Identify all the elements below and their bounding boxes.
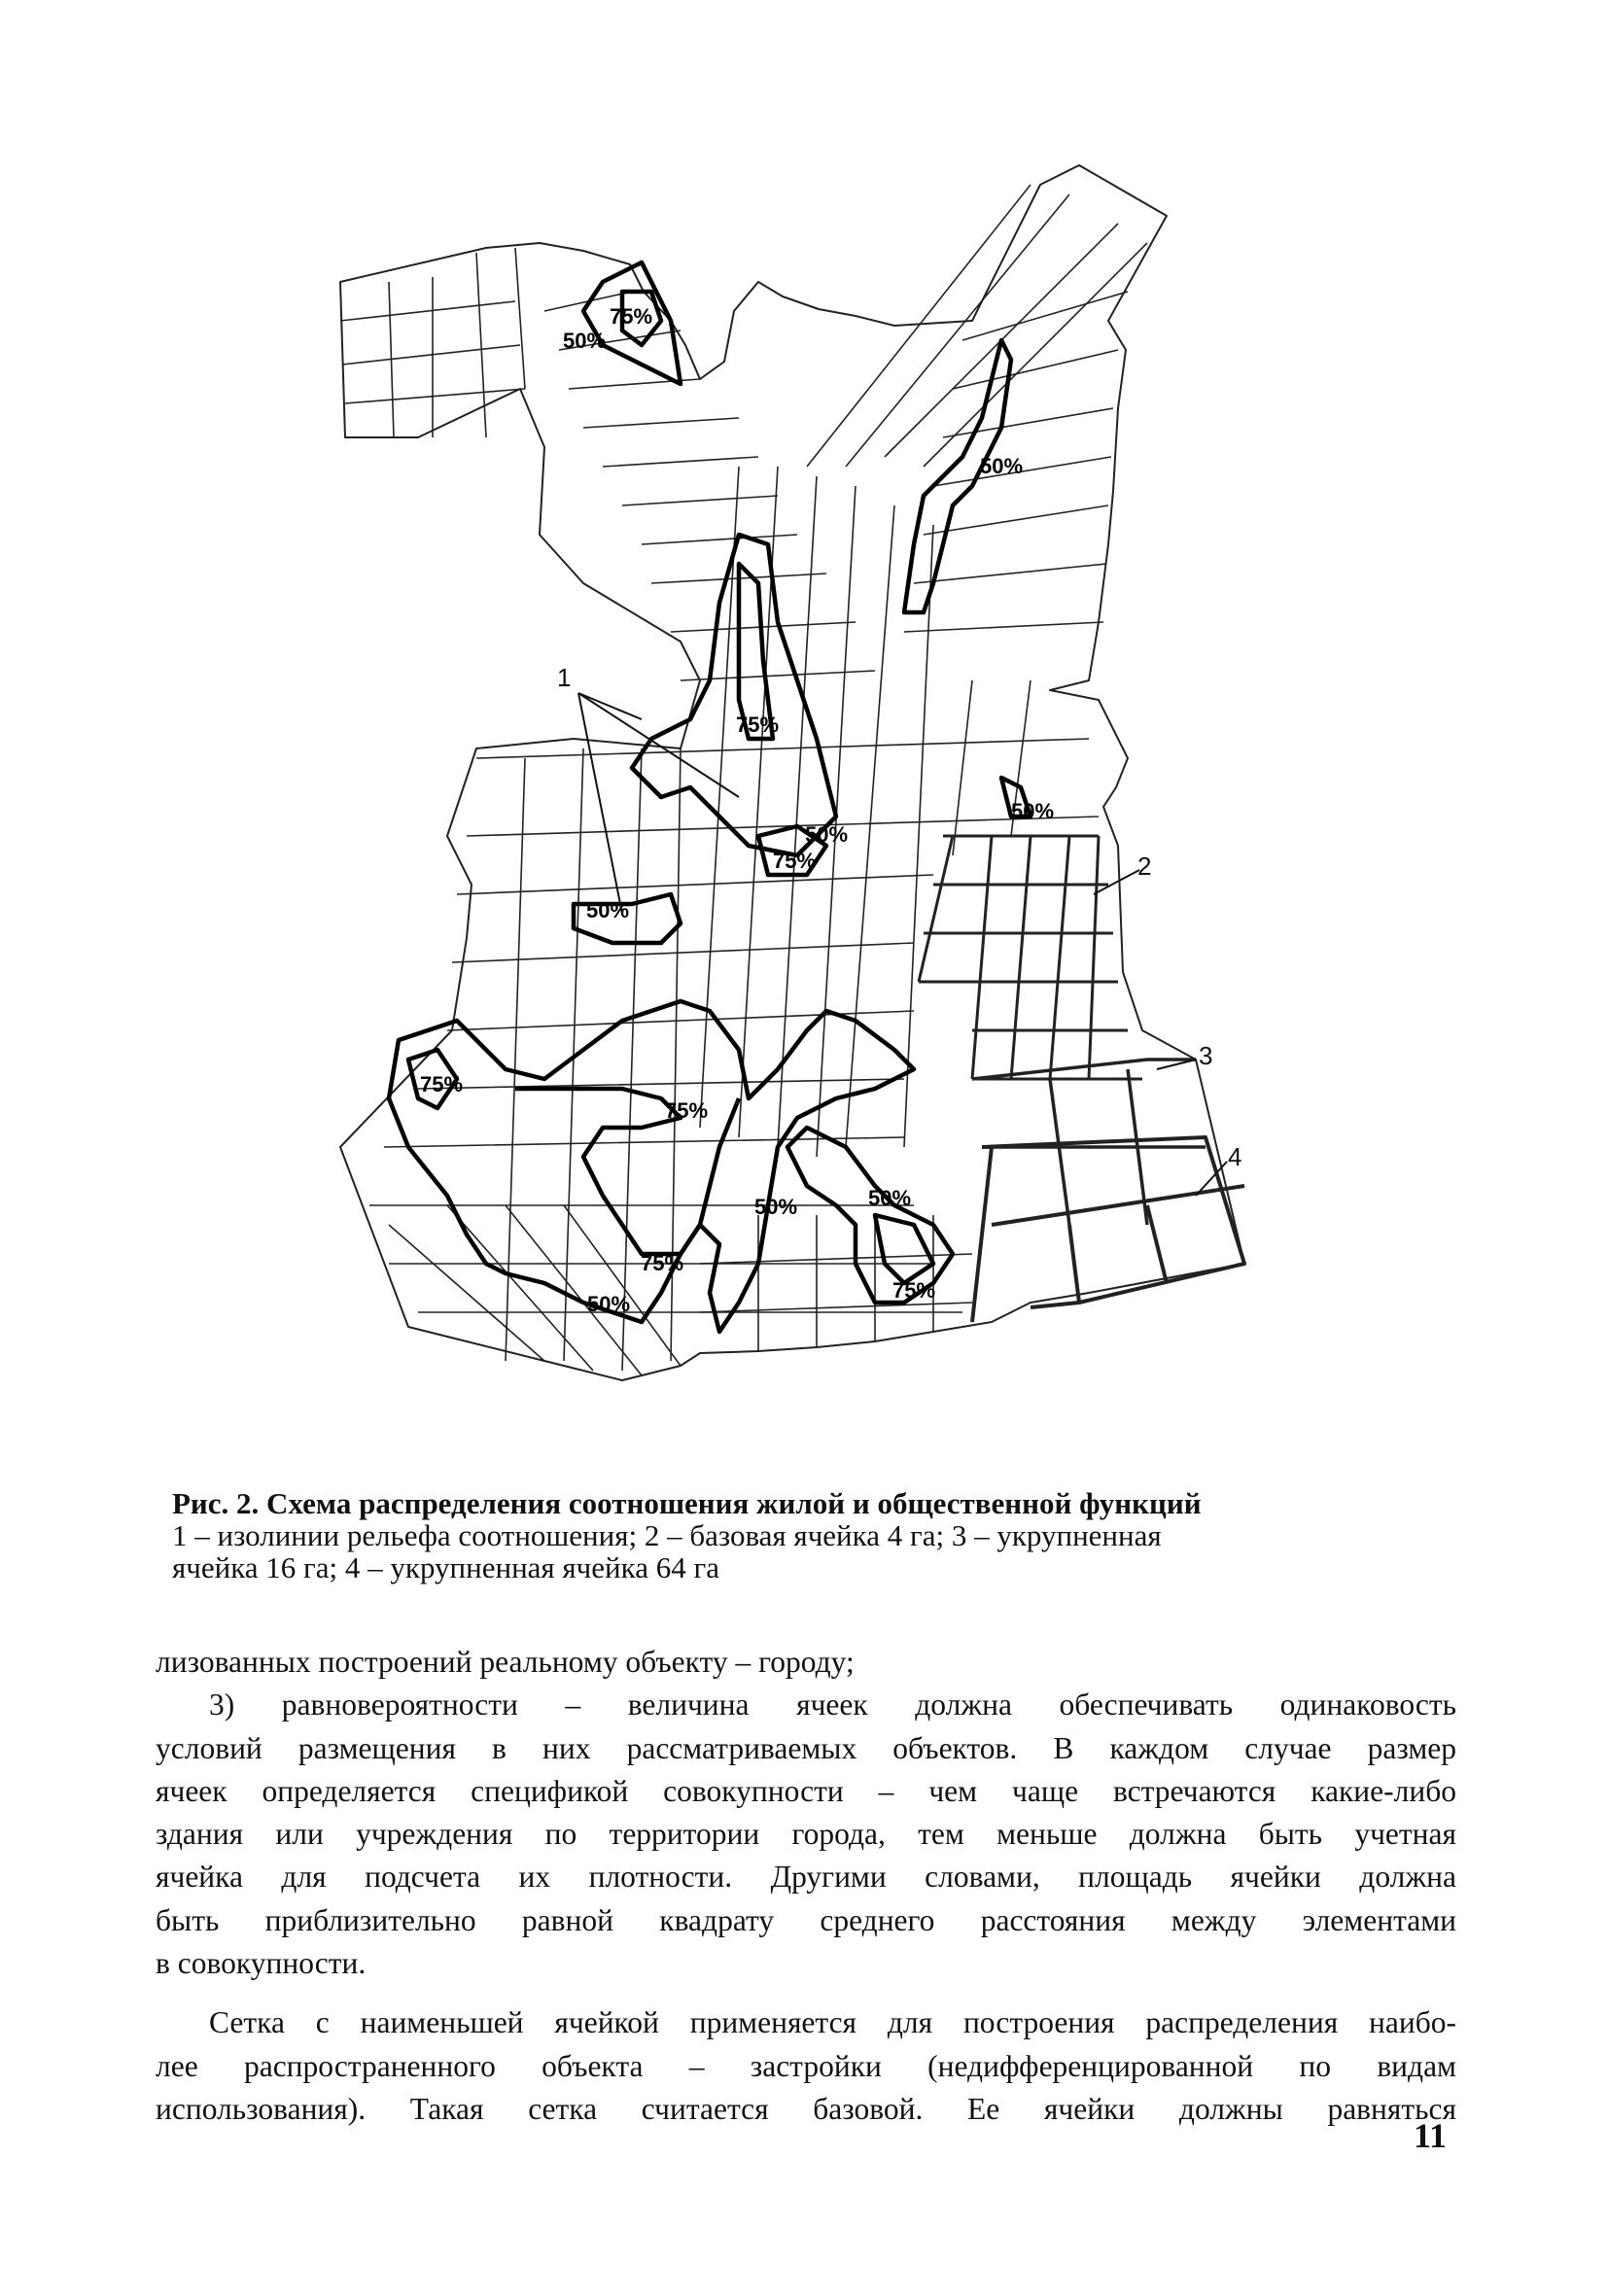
body-line: Сетка с наименьшей ячейкой применяется для построения распределения наибо-: [209, 2005, 1456, 2040]
page-number: 11: [1414, 2116, 1448, 2155]
body-line: условий размещения в них рассматриваемых объектов. В каждом случае размер: [156, 1730, 1456, 1765]
contour-label: 50%: [563, 329, 607, 353]
body-line: лизованных построений реальному объекту – городу;: [156, 1645, 855, 1679]
contour-label: 50%: [586, 898, 630, 922]
caption-legend-line: ячейка 16 га; 4 – укрупненная ячейка 64 га: [172, 1550, 719, 1584]
contour-label: 75%: [773, 849, 817, 873]
callout-3: 3: [1199, 1041, 1213, 1070]
callout-2: 2: [1137, 852, 1152, 881]
contour-label: 50%: [754, 1195, 798, 1219]
contour-label: 50%: [868, 1186, 912, 1210]
contour-label: 50%: [587, 1292, 631, 1316]
body-line: в совокупности.: [156, 1946, 367, 1981]
body-line: здания или учреждения по территории города, тем меньше должна быть учетная: [156, 1817, 1456, 1852]
body-line: ячейка для подсчета их плотности. Другими словами, площадь ячейки должна: [156, 1860, 1456, 1895]
contour-label: 75%: [610, 304, 653, 329]
body-text: [156, 1641, 1456, 2131]
contour-label: 50%: [1011, 799, 1055, 823]
body-line: 3) равновероятности – величина ячеек должна обеспечивать одинаковость: [209, 1687, 1456, 1722]
body-line: лее распространенного объекта – застройки (недифференцированной по видам: [156, 2048, 1456, 2083]
caption-legend-line: 1 – изолинии рельефа соотношения; 2 – базовая ячейка 4 га; 3 – укрупненная: [172, 1518, 1162, 1552]
contour-label: 75%: [641, 1251, 684, 1275]
figure-caption: [172, 1487, 1455, 1583]
caption-title: Рис. 2. Схема распределения соотношения жилой и общественной функций: [172, 1486, 1202, 1520]
enlarged-cell-64ha: [972, 1137, 1244, 1322]
callout-1: 1: [557, 663, 572, 692]
base-grid-4ha: [919, 836, 1142, 1079]
contour-label: 75%: [665, 1098, 709, 1123]
contour-label: 50%: [805, 822, 849, 847]
body-line: ячеек определяется спецификой совокупности – чем чаще встречаются какие-либо: [156, 1773, 1456, 1808]
contour-label: 75%: [420, 1072, 464, 1096]
contour-label: 50%: [980, 454, 1024, 478]
contour-label: 75%: [736, 713, 780, 737]
body-line: быть приблизительно равной квадрату среднего расстояния между элементами: [156, 1902, 1456, 1937]
contour-label: 75%: [892, 1278, 936, 1303]
callout-4: 4: [1228, 1142, 1242, 1171]
body-line: использования). Такая сетка считается базовой. Ее ячейки должны равняться: [156, 2091, 1456, 2126]
